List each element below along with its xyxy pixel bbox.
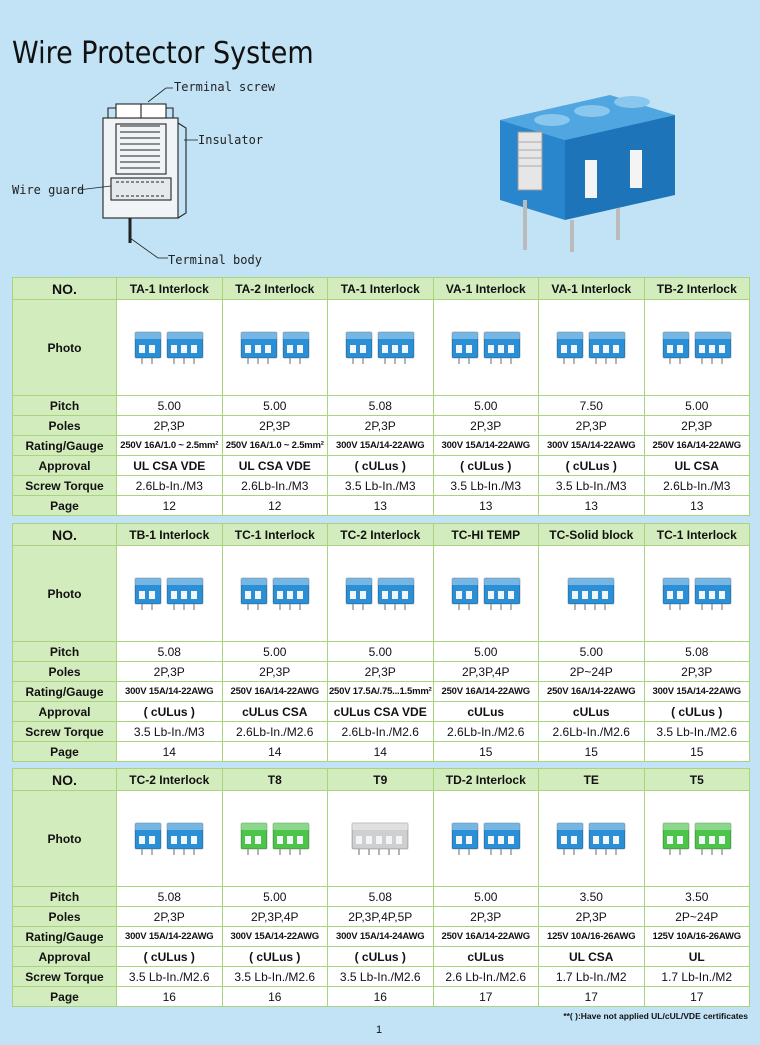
- model-name-cell: TC-HI TEMP: [433, 524, 539, 546]
- page-cell: 13: [539, 496, 645, 516]
- rating-cell: 250V 16A/14-22AWG: [644, 436, 750, 456]
- row-label-approval: Approval: [13, 456, 117, 476]
- terminal-block-photo: [647, 809, 747, 869]
- row-label-page: Page: [13, 742, 117, 762]
- model-name-cell: TC-1 Interlock: [222, 524, 328, 546]
- page-cell: 14: [117, 742, 223, 762]
- insulator-label: Insulator: [198, 133, 264, 147]
- terminal-block-photo: [541, 809, 641, 869]
- pitch-cell: 5.08: [328, 396, 434, 416]
- page-cell: 17: [644, 987, 750, 1007]
- rating-cell: 250V 16A/1.0 ~ 2.5mm²: [117, 436, 223, 456]
- row-label-rating: Rating/Gauge: [13, 436, 117, 456]
- poles-cell: 2P,3P: [117, 907, 223, 927]
- poles-cell: 2P,3P: [328, 662, 434, 682]
- poles-cell: 2P,3P: [117, 662, 223, 682]
- row-label-torque: Screw Torque: [13, 967, 117, 987]
- row-label-approval: Approval: [13, 702, 117, 722]
- torque-cell: 2.6Lb-In./M2.6: [328, 722, 434, 742]
- row-label-rating: Rating/Gauge: [13, 682, 117, 702]
- terminal-block-photo: [647, 318, 747, 378]
- rating-cell: 300V 15A/14-22AWG: [117, 927, 223, 947]
- model-name-cell: VA-1 Interlock: [433, 278, 539, 300]
- poles-cell: 2P,3P,4P: [433, 662, 539, 682]
- terminal-block-photo: [436, 809, 536, 869]
- terminal-block-photo: [225, 809, 325, 869]
- terminal-body-label: Terminal body: [168, 253, 262, 267]
- pitch-cell: 5.00: [539, 642, 645, 662]
- torque-cell: 1.7 Lb-In./M2: [539, 967, 645, 987]
- model-name-cell: TD-2 Interlock: [433, 769, 539, 791]
- poles-cell: 2P,3P,4P,5P: [328, 907, 434, 927]
- poles-cell: 2P,3P: [433, 416, 539, 436]
- row-label-photo: Photo: [13, 546, 117, 642]
- page-cell: 17: [539, 987, 645, 1007]
- torque-cell: 2.6Lb-In./M3: [117, 476, 223, 496]
- terminal-block-photo: [119, 809, 219, 869]
- row-label-photo: Photo: [13, 300, 117, 396]
- approval-cell: ( cULus ): [117, 702, 223, 722]
- page-cell: 12: [117, 496, 223, 516]
- terminal-block-photo: [330, 318, 430, 378]
- product-photo-cell: [644, 791, 750, 887]
- pitch-cell: 5.00: [433, 642, 539, 662]
- rating-cell: 125V 10A/16-26AWG: [539, 927, 645, 947]
- page-cell: 15: [539, 742, 645, 762]
- page-cell: 15: [433, 742, 539, 762]
- row-label-torque: Screw Torque: [13, 722, 117, 742]
- row-label-photo: Photo: [13, 791, 117, 887]
- pitch-cell: 5.08: [117, 642, 223, 662]
- row-label-page: Page: [13, 496, 117, 516]
- page-cell: 12: [222, 496, 328, 516]
- torque-cell: 3.5 Lb-In./M2.6: [222, 967, 328, 987]
- page-cell: 13: [644, 496, 750, 516]
- rating-cell: 300V 15A/14-22AWG: [117, 682, 223, 702]
- row-label-poles: Poles: [13, 907, 117, 927]
- poles-cell: 2P,3P: [539, 416, 645, 436]
- approval-cell: cULus: [433, 947, 539, 967]
- model-name-cell: TC-1 Interlock: [644, 524, 750, 546]
- terminal-block-photo: [225, 564, 325, 624]
- product-photo-cell: [117, 546, 223, 642]
- poles-cell: 2P~24P: [539, 662, 645, 682]
- pitch-cell: 3.50: [539, 887, 645, 907]
- row-label-torque: Screw Torque: [13, 476, 117, 496]
- terminal-block-photo: [436, 318, 536, 378]
- torque-cell: 2.6Lb-In./M3: [222, 476, 328, 496]
- rating-cell: 250V 16A/14-22AWG: [539, 682, 645, 702]
- poles-cell: 2P,3P: [539, 907, 645, 927]
- approval-cell: cULus: [539, 702, 645, 722]
- model-name-cell: T9: [328, 769, 434, 791]
- approval-cell: UL CSA: [644, 456, 750, 476]
- product-photo-cell: [644, 300, 750, 396]
- rating-cell: 250V 16A/14-22AWG: [222, 682, 328, 702]
- terminal-block-photo: [119, 564, 219, 624]
- product-photo-cell: [328, 546, 434, 642]
- row-label-approval: Approval: [13, 947, 117, 967]
- page-cell: 17: [433, 987, 539, 1007]
- poles-cell: 2P,3P: [328, 416, 434, 436]
- terminal-cross-section-diagram: [8, 78, 278, 273]
- approval-cell: UL CSA VDE: [117, 456, 223, 476]
- approval-cell: ( cULus ): [222, 947, 328, 967]
- poles-cell: 2P,3P: [222, 662, 328, 682]
- page-cell: 16: [328, 987, 434, 1007]
- page-cell: 14: [328, 742, 434, 762]
- terminal-block-photo: [541, 564, 641, 624]
- terminal-block-photo: [119, 318, 219, 378]
- torque-cell: 3.5 Lb-In./M3: [328, 476, 434, 496]
- approval-cell: UL: [644, 947, 750, 967]
- poles-cell: 2P,3P: [117, 416, 223, 436]
- poles-cell: 2P,3P,4P: [222, 907, 328, 927]
- product-photo-cell: [539, 300, 645, 396]
- product-photo-cell: [328, 791, 434, 887]
- terminal-block-3d-image: [490, 90, 680, 260]
- row-label-page: Page: [13, 987, 117, 1007]
- model-name-cell: TC-2 Interlock: [328, 524, 434, 546]
- model-name-cell: TA-1 Interlock: [328, 278, 434, 300]
- page-number: 1: [376, 1024, 383, 1036]
- row-label-pitch: Pitch: [13, 887, 117, 907]
- product-photo-cell: [117, 791, 223, 887]
- approval-cell: ( cULus ): [644, 702, 750, 722]
- row-label-poles: Poles: [13, 416, 117, 436]
- model-name-cell: VA-1 Interlock: [539, 278, 645, 300]
- torque-cell: 3.5 Lb-In./M2.6: [117, 967, 223, 987]
- approval-cell: UL CSA VDE: [222, 456, 328, 476]
- terminal-block-photo: [647, 564, 747, 624]
- torque-cell: 1.7 Lb-In./M2: [644, 967, 750, 987]
- approval-cell: ( cULus ): [539, 456, 645, 476]
- rating-cell: 300V 15A/14-24AWG: [328, 927, 434, 947]
- pitch-cell: 5.08: [328, 887, 434, 907]
- model-name-cell: TB-2 Interlock: [644, 278, 750, 300]
- pitch-cell: 5.00: [222, 887, 328, 907]
- product-photo-cell: [222, 546, 328, 642]
- row-label-pitch: Pitch: [13, 396, 117, 416]
- model-name-cell: TA-1 Interlock: [117, 278, 223, 300]
- row-label-no: NO.: [13, 524, 117, 546]
- rating-cell: 250V 16A/1.0 ~ 2.5mm²: [222, 436, 328, 456]
- model-name-cell: TA-2 Interlock: [222, 278, 328, 300]
- page-cell: 16: [117, 987, 223, 1007]
- poles-cell: 2P~24P: [644, 907, 750, 927]
- page-title: Wire Protector System: [12, 36, 314, 71]
- model-name-cell: TE: [539, 769, 645, 791]
- page-cell: 13: [328, 496, 434, 516]
- torque-cell: 2.6Lb-In./M2.6: [539, 722, 645, 742]
- row-label-poles: Poles: [13, 662, 117, 682]
- terminal-screw-label: Terminal screw: [174, 80, 276, 94]
- pitch-cell: 7.50: [539, 396, 645, 416]
- torque-cell: 3.5 Lb-In./M2.6: [328, 967, 434, 987]
- rating-cell: 300V 15A/14-22AWG: [644, 682, 750, 702]
- product-photo-cell: [117, 300, 223, 396]
- pitch-cell: 5.00: [117, 396, 223, 416]
- pitch-cell: 5.00: [433, 887, 539, 907]
- torque-cell: 3.5 Lb-In./M3: [117, 722, 223, 742]
- row-label-pitch: Pitch: [13, 642, 117, 662]
- pitch-cell: 5.00: [222, 642, 328, 662]
- torque-cell: 2.6Lb-In./M2.6: [222, 722, 328, 742]
- pitch-cell: 3.50: [644, 887, 750, 907]
- product-photo-cell: [433, 546, 539, 642]
- torque-cell: 2.6Lb-In./M2.6: [433, 722, 539, 742]
- approval-cell: ( cULus ): [117, 947, 223, 967]
- model-name-cell: T5: [644, 769, 750, 791]
- product-photo-cell: [222, 300, 328, 396]
- rating-cell: 300V 15A/14-22AWG: [433, 436, 539, 456]
- product-photo-cell: [433, 791, 539, 887]
- terminal-block-photo: [330, 809, 430, 869]
- approval-cell: cULus CSA: [222, 702, 328, 722]
- terminal-block-photo: [225, 318, 325, 378]
- approval-cell: cULus CSA VDE: [328, 702, 434, 722]
- page-cell: 13: [433, 496, 539, 516]
- pitch-cell: 5.00: [644, 396, 750, 416]
- approval-cell: UL CSA: [539, 947, 645, 967]
- rating-cell: 300V 15A/14-22AWG: [328, 436, 434, 456]
- torque-cell: 2.6 Lb-In./M2.6: [433, 967, 539, 987]
- product-photo-cell: [328, 300, 434, 396]
- page-cell: 16: [222, 987, 328, 1007]
- product-photo-cell: [644, 546, 750, 642]
- poles-cell: 2P,3P: [222, 416, 328, 436]
- rating-cell: 250V 16A/14-22AWG: [433, 927, 539, 947]
- spec-table-3: [12, 768, 750, 1007]
- spec-table-2: [12, 523, 750, 762]
- product-photo-cell: [433, 300, 539, 396]
- certificate-footnote: **( ):Have not applied UL/cUL/VDE certificates: [563, 1011, 748, 1021]
- rating-cell: 125V 10A/16-26AWG: [644, 927, 750, 947]
- poles-cell: 2P,3P: [644, 416, 750, 436]
- approval-cell: ( cULus ): [328, 947, 434, 967]
- approval-cell: cULus: [433, 702, 539, 722]
- rating-cell: 300V 15A/14-22AWG: [539, 436, 645, 456]
- approval-cell: ( cULus ): [328, 456, 434, 476]
- pitch-cell: 5.00: [222, 396, 328, 416]
- torque-cell: 3.5 Lb-In./M3: [539, 476, 645, 496]
- torque-cell: 3.5 Lb-In./M2.6: [644, 722, 750, 742]
- rating-cell: 300V 15A/14-22AWG: [222, 927, 328, 947]
- poles-cell: 2P,3P: [644, 662, 750, 682]
- pitch-cell: 5.00: [328, 642, 434, 662]
- product-photo-cell: [222, 791, 328, 887]
- product-photo-cell: [539, 791, 645, 887]
- page-cell: 14: [222, 742, 328, 762]
- poles-cell: 2P,3P: [433, 907, 539, 927]
- page-cell: 15: [644, 742, 750, 762]
- row-label-rating: Rating/Gauge: [13, 927, 117, 947]
- wire-guard-label: Wire guard: [12, 183, 85, 197]
- spec-table-1: [12, 277, 750, 516]
- product-photo-cell: [539, 546, 645, 642]
- torque-cell: 3.5 Lb-In./M3: [433, 476, 539, 496]
- row-label-no: NO.: [13, 769, 117, 791]
- pitch-cell: 5.08: [644, 642, 750, 662]
- terminal-block-photo: [541, 318, 641, 378]
- model-name-cell: T8: [222, 769, 328, 791]
- terminal-block-photo: [436, 564, 536, 624]
- pitch-cell: 5.08: [117, 887, 223, 907]
- model-name-cell: TB-1 Interlock: [117, 524, 223, 546]
- terminal-block-photo: [330, 564, 430, 624]
- approval-cell: ( cULus ): [433, 456, 539, 476]
- row-label-no: NO.: [13, 278, 117, 300]
- torque-cell: 2.6Lb-In./M3: [644, 476, 750, 496]
- model-name-cell: TC-Solid block: [539, 524, 645, 546]
- rating-cell: 250V 16A/14-22AWG: [433, 682, 539, 702]
- pitch-cell: 5.00: [433, 396, 539, 416]
- model-name-cell: TC-2 Interlock: [117, 769, 223, 791]
- rating-cell: 250V 17.5A/.75...1.5mm²: [328, 682, 434, 702]
